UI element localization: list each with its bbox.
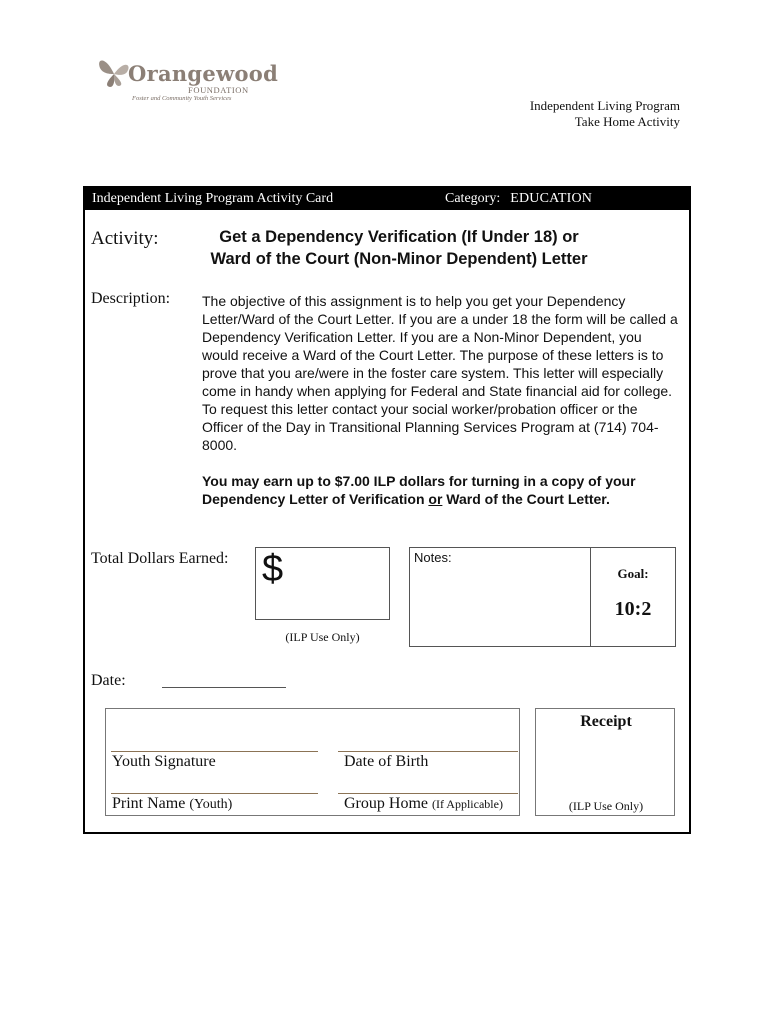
total-dollars-label: Total Dollars Earned: [91,550,229,567]
description-label: Description: [91,290,171,307]
program-heading [530,98,680,130]
card-category [445,191,592,207]
date-field[interactable] [162,687,286,688]
receipt-ilp-note: (ILP Use Only) [568,799,644,813]
group-home-suffix: (If Applicable) [431,797,503,811]
notes-field[interactable] [409,547,676,647]
receipt-title: Receipt [580,713,632,730]
dollar-sign: $ [262,548,284,590]
activity-label: Activity: [91,228,159,249]
logo-tagline: Foster and Community Youth Services [132,95,232,102]
date-of-birth-label: Date of Birth [344,753,429,770]
category-value: EDUCATION [510,191,593,206]
logo-name: Orangewood [128,61,279,86]
card-header-title: Independent Living Program Activity Card [92,191,334,206]
date-of-birth-field[interactable] [338,751,518,752]
earn-text-part-2: Ward of the Court Letter. [442,491,610,507]
goal-label: Goal: [617,566,649,581]
activity-title-line-2: Ward of the Court (Non-Minor Dependent) Letter [210,250,588,268]
group-home-label [344,795,503,813]
receipt-box[interactable] [535,708,675,816]
description-text: The objective of this assignment is to help you get your Dependency Letter/Ward of the Court Letter. If you are a under 18 the form will be called a Dependency Verification Letter. If you are a Non-Minor Dependent, you would receive a Ward of the Court Letter. The purpose of these letters is to prove that you are/were in the foster care system. This letter will especially come in handy when applying for Federal and State financial aid for college. To request this letter contact your social worker/probation officer or the Officer of the Day in Transitional Planning Services Program at (714) 704-8000. [202,293,678,453]
print-name-text: Print Name [112,795,186,812]
group-home-text: Group Home [344,795,428,812]
notes-label: Notes: [414,550,452,565]
dollars-ilp-note: (ILP Use Only) [285,630,360,644]
print-name-suffix: (Youth) [189,797,233,812]
program-name: Independent Living Program [529,98,680,113]
date-label: Date: [91,672,126,689]
print-name-field[interactable] [111,793,318,794]
earn-text-part-1: You may earn up to $7.00 ILP dollars for turning in a copy of your Dependency Letter of Verification [202,473,636,507]
activity-title [189,226,609,270]
category-label: Category: [445,191,501,206]
activity-card [83,186,691,834]
youth-signature-field[interactable] [111,751,318,752]
orangewood-logo [92,48,279,106]
goal-value: 10:2 [614,598,652,620]
earn-statement [202,472,682,508]
program-subtitle: Take Home Activity [574,114,680,129]
logo-foundation: FOUNDATION [188,85,249,95]
youth-signature-label: Youth Signature [112,753,216,770]
goal-divider [590,548,591,646]
activity-title-line-1: Get a Dependency Verification (If Under 18) or [219,228,579,246]
earn-text-or: or [428,491,443,507]
signature-section [105,708,520,816]
group-home-field[interactable] [338,793,518,794]
card-header [85,188,689,210]
dollars-earned-field[interactable] [255,547,390,620]
print-name-label [112,795,232,813]
